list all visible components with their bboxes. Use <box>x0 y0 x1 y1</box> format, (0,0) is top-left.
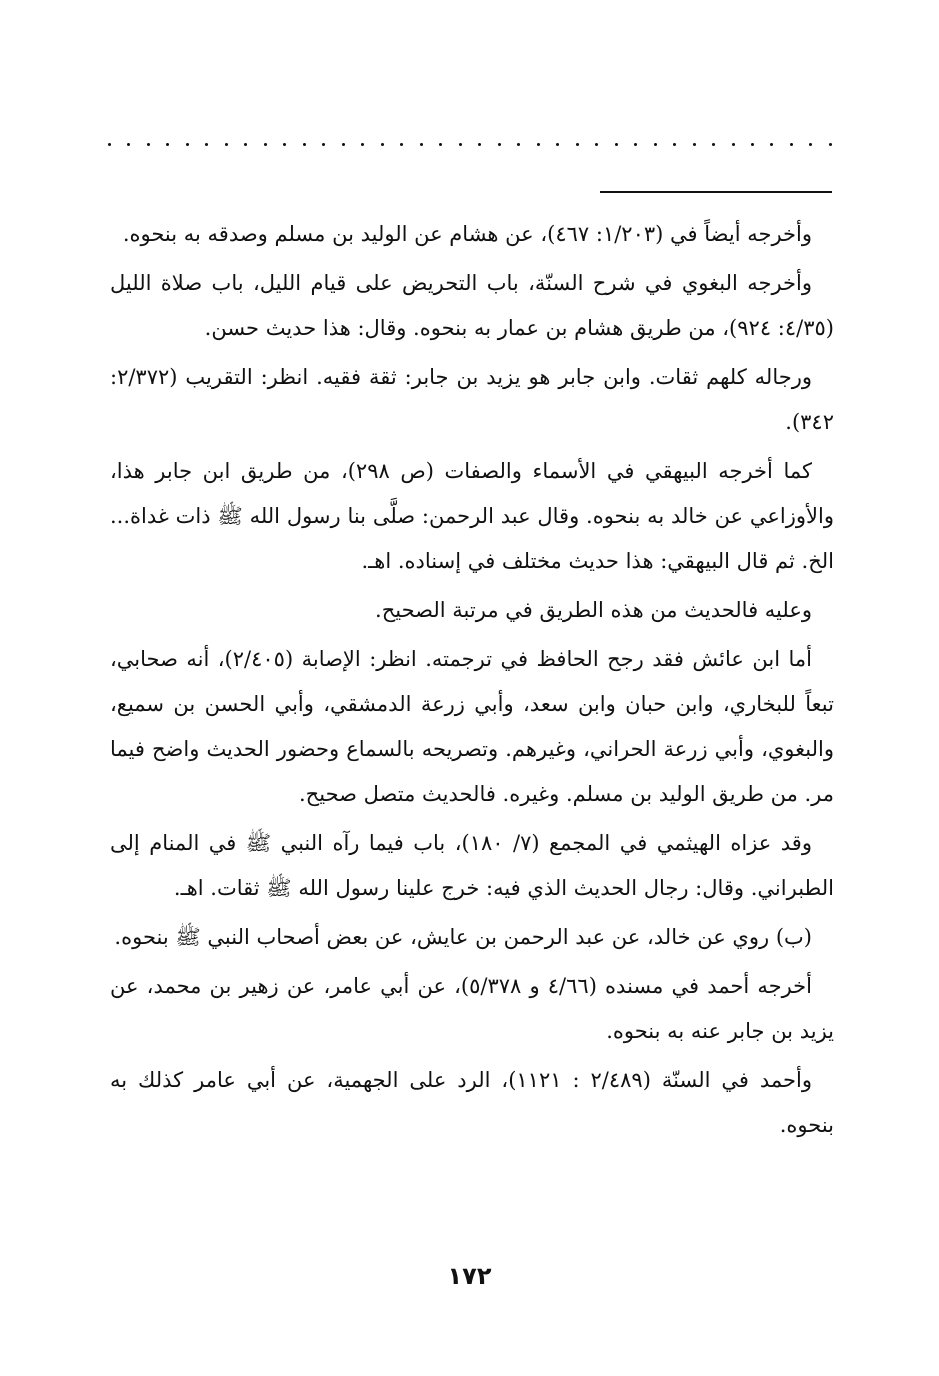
paragraph: ورجاله كلهم ثقات. وابن جابر هو يزيد بن جابر: ثقة فقيه. انظر: التقريب (٢/٣٧٢: ٣٤٢). <box>110 365 834 434</box>
paragraph: وأحمد في السنّة (٢/٤٨٩ : ١١٢١)، الرد على الجهمية، عن أبي عامر كذلك به بنحوه. <box>110 1068 834 1137</box>
paragraph: وقد عزاه الهيثمي في المجمع (٧/ ١٨٠)، باب فيما رآه النبي ﷺ في المنام إلى الطبراني. وقال: رجال الحديث الذي فيه: خرج علينا رسول الله ﷺ ثقات. اهـ. <box>110 831 834 900</box>
paragraph: وأخرجه البغوي في شرح السنّة، باب التحريض على قيام الليل، باب صلاة الليل (٤/٣٥: ٩٢٤)، من طريق هشام بن عمار به بنحوه. وقال: هذا حديث حسن. <box>110 271 834 340</box>
footnote-divider <box>600 191 832 193</box>
footnote-text <box>110 212 834 1152</box>
paragraph: وعليه فالحديث من هذه الطريق في مرتبة الصحيح. <box>375 598 812 622</box>
paragraph: وأخرجه أيضاً في (١/٢٠٣: ٤٦٧)، عن هشام عن الوليد بن مسلم وصدقه به بنحوه. <box>122 222 812 246</box>
page-number: ١٧٢ <box>447 1262 492 1290</box>
paragraph: أما ابن عائش فقد رجح الحافظ في ترجمته. انظر: الإصابة (٢/٤٠٥)، أنه صحابي، تبعاً للبخاري، وابن حبان وابن سعد، وأبي زرعة الدمشقي، وأبي الحسن بن سميع، والبغوي، وأبي زرعة الحراني، وغيرهم. وتصريحه بالسماع وحضور الحديث واضح فيما مر. من طريق الوليد بن مسلم. وغيره. فالحديث متصل صحيح. <box>110 647 834 806</box>
paragraph: كما أخرجه البيهقي في الأسماء والصفات (ص ٢٩٨)، من طريق ابن جابر هذا، والأوزاعي عن خالد به بنحوه. وقال عبد الرحمن: صلَّى بنا رسول الله ﷺ ذات غداة... الخ. ثم قال البيهقي: هذا حديث مختلف في إسناده. اهـ. <box>110 459 834 573</box>
paragraph: (ب) روي عن خالد، عن عبد الرحمن بن عايش، عن بعض أصحاب النبي ﷺ بنحوه. <box>114 925 812 949</box>
dotted-separator <box>108 136 832 152</box>
paragraph: أخرجه أحمد في مسنده (٤/٦٦ و ٥/٣٧٨)، عن أبي عامر، عن زهير بن محمد، عن يزيد بن جابر عنه به بنحوه. <box>110 974 834 1043</box>
